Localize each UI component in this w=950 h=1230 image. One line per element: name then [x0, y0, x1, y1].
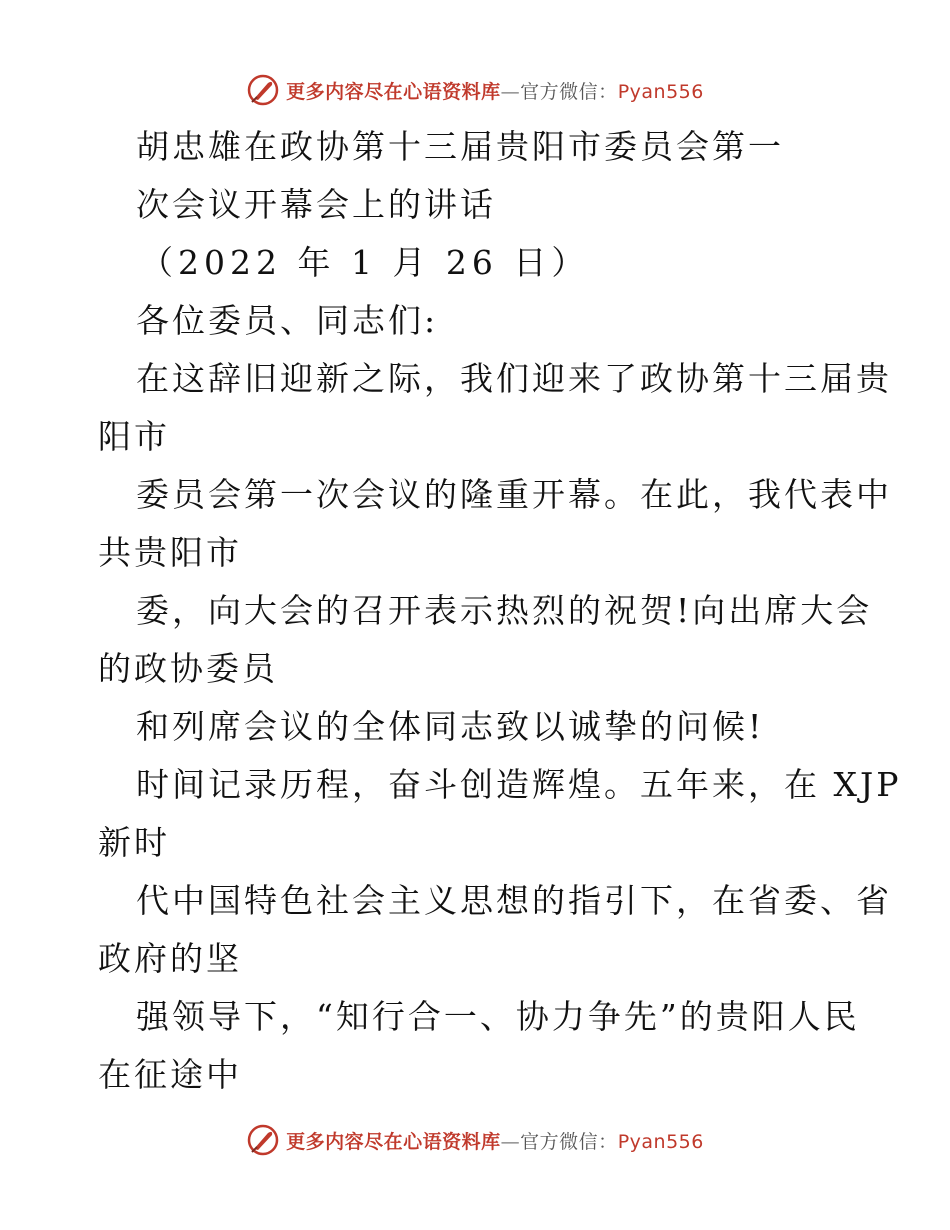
- watermark-brand: 更多内容尽在心语资料库: [286, 80, 501, 103]
- watermark-dash: —: [500, 1130, 521, 1153]
- text-line: 在征途中: [98, 1055, 242, 1094]
- watermark-footer: [0, 1120, 950, 1160]
- text-line: 代中国特色社会主义思想的指引下，在省委、省: [136, 881, 892, 920]
- title-line-2: 次会议开幕会上的讲话: [136, 185, 496, 224]
- text-line: 时间记录历程，奋斗创造辉煌。五年来，在 XJP: [136, 765, 902, 804]
- quill-logo-icon: [246, 1123, 280, 1157]
- watermark-wechat-id: Pyan556: [617, 1130, 704, 1153]
- watermark-header: [0, 70, 950, 110]
- title-line-1: 胡忠雄在政协第十三届贵阳市委员会第一: [136, 127, 784, 166]
- text-line: 在这辞旧迎新之际，我们迎来了政协第十三届贵: [136, 359, 892, 398]
- quill-logo-icon: [246, 73, 280, 107]
- text-line: 共贵阳市: [98, 533, 242, 572]
- text-line: 政府的坚: [98, 939, 242, 978]
- text-line: 的政协委员: [98, 649, 278, 688]
- watermark-text: [286, 1127, 704, 1154]
- watermark-dash: —: [500, 80, 521, 103]
- date-line: （2022 年 1 月 26 日）: [140, 243, 590, 282]
- text-line: 新时: [98, 823, 170, 862]
- text-line: 委员会第一次会议的隆重开幕。在此，我代表中: [136, 475, 892, 514]
- watermark-wechat-label: 官方微信：: [520, 80, 618, 103]
- text-line: 阳市: [98, 417, 170, 456]
- watermark-text: [286, 77, 704, 104]
- text-line: 和列席会议的全体同志致以诚挚的问候!: [136, 707, 765, 746]
- text-line: 委，向大会的召开表示热烈的祝贺!向出席大会: [136, 591, 873, 630]
- watermark-brand: 更多内容尽在心语资料库: [286, 1130, 501, 1153]
- salutation: 各位委员、同志们:: [136, 301, 439, 340]
- watermark-wechat-id: Pyan556: [617, 80, 704, 103]
- text-line: 强领导下，“知行合一、协力争先”的贵阳人民: [136, 997, 860, 1036]
- watermark-wechat-label: 官方微信：: [520, 1130, 618, 1153]
